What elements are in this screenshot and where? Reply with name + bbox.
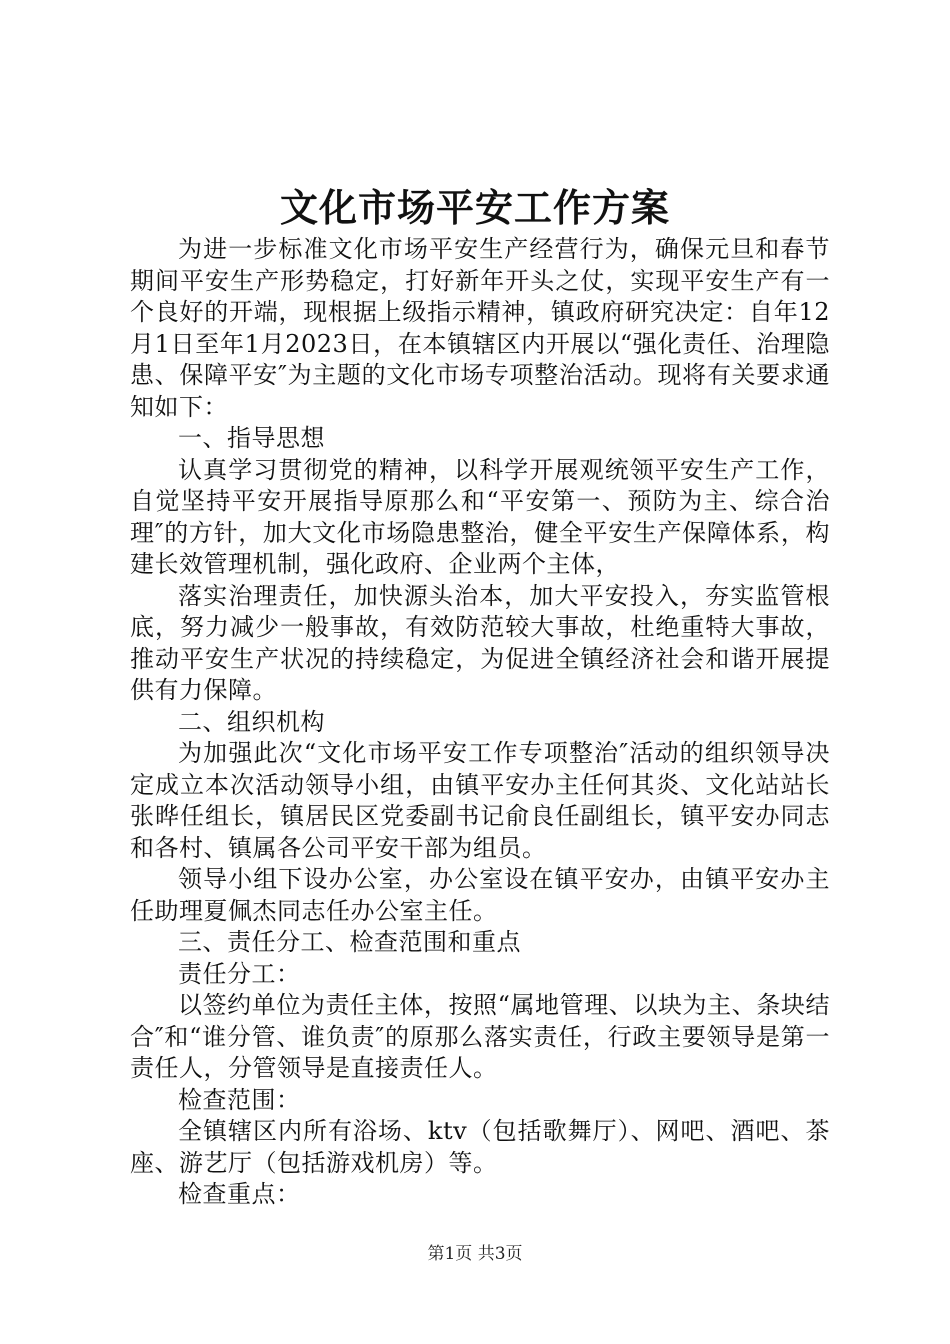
subheading-inspection-scope: 检查范围：	[178, 1085, 301, 1114]
document-title: 文化市场平安工作方案	[279, 185, 670, 230]
paragraph-office: 领导小组下设办公室，办公室设在镇平安办，由镇平安办主任助理夏佩杰同志任办公室主任。	[130, 865, 830, 925]
paragraph-guiding-thought: 认真学习贯彻党的精神，以科学开展观统领平安生产工作，自觉坚持平安开展指导原那么和“平安第一、预防为主、综合治理″的方针，加大文化市场隐患整治，健全平安生产保障体系，构建长效管理机制，强化政府、企业两个主体，	[130, 455, 830, 578]
paragraph-responsibility-division: 以签约单位为责任主体，按照“属地管理、以块为主、条块结合″和“谁分管、谁负责″的原那么落实责任，行政主要领导是第一责任人，分管领导是直接责任人。	[130, 991, 830, 1082]
paragraph-leading-group: 为加强此次“文化市场平安工作专项整治″活动的组织领导决定成立本次活动领导小组，由镇平安办主任何其炎、文化站站长张晔任组长，镇居民区党委副书记俞良任副组长，镇平安办同志和各村、镇属各公司平安干部为组员。	[130, 739, 830, 862]
subheading-responsibility-division: 责任分工：	[178, 959, 301, 988]
page-footer: 第1页 共3页	[427, 1244, 523, 1264]
section-heading-guiding-thought: 一、指导思想	[178, 424, 325, 452]
paragraph-inspection-scope: 全镇辖区内所有浴场、ktv（包括歌舞厅）、网吧、酒吧、茶座、游艺厅（包括游戏机房）等。	[130, 1117, 830, 1177]
document-body	[130, 234, 830, 1211]
subheading-inspection-focus: 检查重点：	[178, 1180, 301, 1208]
section-heading-responsibility: 三、责任分工、检查范围和重点	[178, 928, 521, 956]
section-heading-organization: 二、组织机构	[178, 707, 325, 736]
intro-paragraph: 为进一步标准文化市场平安生产经营行为，确保元旦和春节期间平安生产形势稳定，打好新年开头之仗，实现平安生产有一个良好的开端，现根据上级指示精神，镇政府研究决定：自年12月1日至年1月2023日，在本镇辖区内开展以“强化责任、治理隐患、保障平安″为主题的文化市场专项整治活动。现将有关要求通知如下：	[130, 235, 830, 421]
paragraph-implementation: 落实治理责任，加快源头治本，加大平安投入，夯实监管根底，努力减少一般事故，有效防范较大事故，杜绝重特大事故，推动平安生产状况的持续稳定，为促进全镇经济社会和谐开展提供有力保障。	[130, 581, 830, 704]
